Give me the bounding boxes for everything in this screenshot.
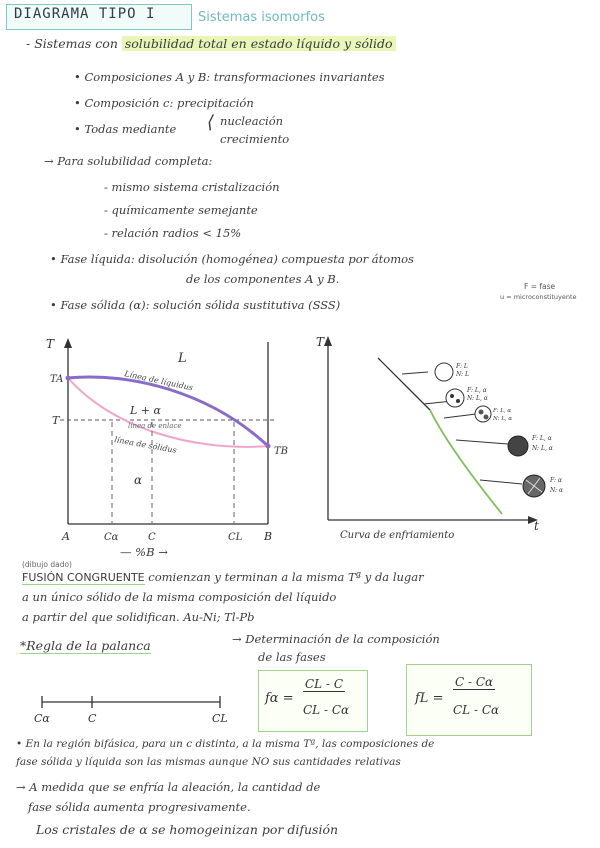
arrow-1 xyxy=(402,372,428,374)
x-label-ca: Cα xyxy=(104,532,119,543)
m4-label: F: L, α xyxy=(532,435,552,442)
page-subtitle: Sistemas isomorfos xyxy=(198,10,325,25)
point-tb xyxy=(266,444,271,449)
fusion-line-2: a un único sólido de la misma composición del líquido xyxy=(22,590,337,604)
note-fase: F = fase xyxy=(524,282,556,291)
palanca-arrow-2: de las fases xyxy=(258,650,326,664)
x-label-a: A xyxy=(62,530,70,543)
m3-label: F: L, α xyxy=(493,408,512,414)
m4-sub: N: L, α xyxy=(532,445,553,452)
micro-liquid-icon xyxy=(435,363,453,381)
opt-nucleacion: nucleación xyxy=(220,114,284,128)
m2-sub: N: L, α xyxy=(467,395,488,402)
micro-nucleation-icon xyxy=(446,389,464,407)
bullet-todas: • Todas mediante xyxy=(74,122,177,136)
micro-grain-dot xyxy=(479,410,484,415)
right-axis-t-label: T xyxy=(316,335,325,349)
fusion-term: FUSIÓN CONGRUENTE xyxy=(22,571,145,584)
region-alpha: α xyxy=(134,473,143,487)
palanca-title-text: *Regla de la palanca xyxy=(20,638,151,653)
brace: ⟨ xyxy=(207,112,215,133)
cool-segment-solidifying xyxy=(430,410,502,514)
cooling-curve xyxy=(312,334,600,546)
arrow-4 xyxy=(456,440,508,444)
m5-sub: N: α xyxy=(550,487,564,494)
cond-quimica: - químicamente semejante xyxy=(104,203,258,217)
label-t-mid: T xyxy=(52,414,60,427)
formula-f-alpha-den: CL - Cα xyxy=(303,703,350,717)
formula-f-l-lhs: fL = xyxy=(415,691,444,706)
palanca-arrow-1: → Determinación de la composición xyxy=(232,632,440,646)
micro-grain-dot xyxy=(484,415,489,420)
micro-mostly-solid-icon xyxy=(508,436,528,456)
opt-crecimiento: crecimiento xyxy=(220,132,290,146)
m1-sub: N: L xyxy=(456,371,469,378)
left-axis-t-label: T xyxy=(46,337,55,351)
liquidus-label: Línea de líquidus xyxy=(123,369,194,393)
arrow-3 xyxy=(444,414,476,418)
label-tb: TB xyxy=(274,446,289,457)
formula-f-alpha-num: CL - C xyxy=(305,677,344,691)
micro-nucleus-dot xyxy=(456,399,460,403)
arrow-5 xyxy=(480,480,522,484)
closing-5: Los cristales de α se homogeinizan por difusión xyxy=(36,822,339,837)
micro-growth-icon xyxy=(475,406,491,422)
m5-label: F: α xyxy=(550,477,562,484)
right-t-axis-arrow xyxy=(324,336,332,346)
bullet-composicion-c: • Composición c: precipitación xyxy=(74,96,254,110)
phase-diagram xyxy=(40,334,290,550)
para-solubilidad: → Para solubilidad completa: xyxy=(44,154,213,168)
closing-4: fase sólida aumenta progresivamente. xyxy=(28,800,251,814)
left-t-axis-arrow xyxy=(64,338,72,348)
closing-1: • En la región bifásica, para un c distinta, a la misma Tª, las composiciones de xyxy=(16,738,435,750)
intro-highlight: solubilidad total en estado líquido y sólido xyxy=(122,36,396,51)
palanca-title xyxy=(20,638,151,653)
lever-label-cl: CL xyxy=(212,712,228,725)
closing-2: fase sólida y líquida son las mismas aunque NO sus cantidades relativas xyxy=(16,756,401,768)
m2-label: F: L, α xyxy=(467,387,487,394)
x-label-b: B xyxy=(264,530,273,543)
fase-liquida-2: de los componentes A y B. xyxy=(186,272,340,286)
m1-label: F: L xyxy=(456,363,468,370)
cool-segment-liquid xyxy=(378,358,430,410)
fase-solida: • Fase sólida (α): solución sólida sustitutiva (SSS) xyxy=(50,298,341,312)
fusion-line-1 xyxy=(22,570,424,584)
tie-line-label: línea de enlace xyxy=(128,422,182,430)
formula-f-l-den: CL - Cα xyxy=(453,703,500,717)
region-l-alpha: L + α xyxy=(130,404,161,417)
lever-label-ca: Cα xyxy=(34,712,50,725)
x-axis-pctb: — %B → xyxy=(120,545,168,559)
right-axis-x-label: t xyxy=(534,519,539,533)
cond-radios: - relación radios < 15% xyxy=(104,226,242,240)
formula-f-l-num: C - Cα xyxy=(455,675,494,689)
fusion-text-1: comienzan y terminan a la misma Tª y da lugar xyxy=(148,570,424,584)
intro-prefix: - Sistemas con xyxy=(26,36,118,51)
cond-sistema: - mismo sistema cristalización xyxy=(104,180,280,194)
x-label-cl: CL xyxy=(228,532,243,543)
page-title: DIAGRAMA TIPO I xyxy=(14,6,156,22)
intro-line xyxy=(26,36,396,51)
lever-scale xyxy=(30,690,230,730)
lever-label-c: C xyxy=(88,712,97,725)
m3-sub: N: L, α xyxy=(493,416,513,422)
cooling-caption: Curva de enfriamiento xyxy=(340,530,455,541)
fase-liquida-1: • Fase líquida: disolución (homogénea) compuesta por átomos xyxy=(50,252,414,266)
fusion-note: (dibujo dado) xyxy=(22,560,72,569)
micro-nucleus-dot xyxy=(450,394,454,398)
label-ta: TA xyxy=(50,374,64,385)
note-micro: u = microconstituyente xyxy=(500,293,577,301)
fusion-line-3: a partir del que solidifican. Au-Ni; Tl-Pb xyxy=(22,610,255,624)
point-ta xyxy=(66,376,71,381)
formula-f-alpha xyxy=(258,670,368,732)
closing-3: → A medida que se enfría la aleación, la cantidad de xyxy=(16,780,321,794)
x-label-c: C xyxy=(148,532,156,543)
formula-f-alpha-lhs: fα = xyxy=(265,691,294,706)
formula-f-l xyxy=(406,664,532,736)
bullet-composiciones: • Composiciones A y B: transformaciones invariantes xyxy=(74,70,385,84)
solidus-label: línea de sólidus xyxy=(113,435,178,455)
region-l: L xyxy=(178,351,187,366)
